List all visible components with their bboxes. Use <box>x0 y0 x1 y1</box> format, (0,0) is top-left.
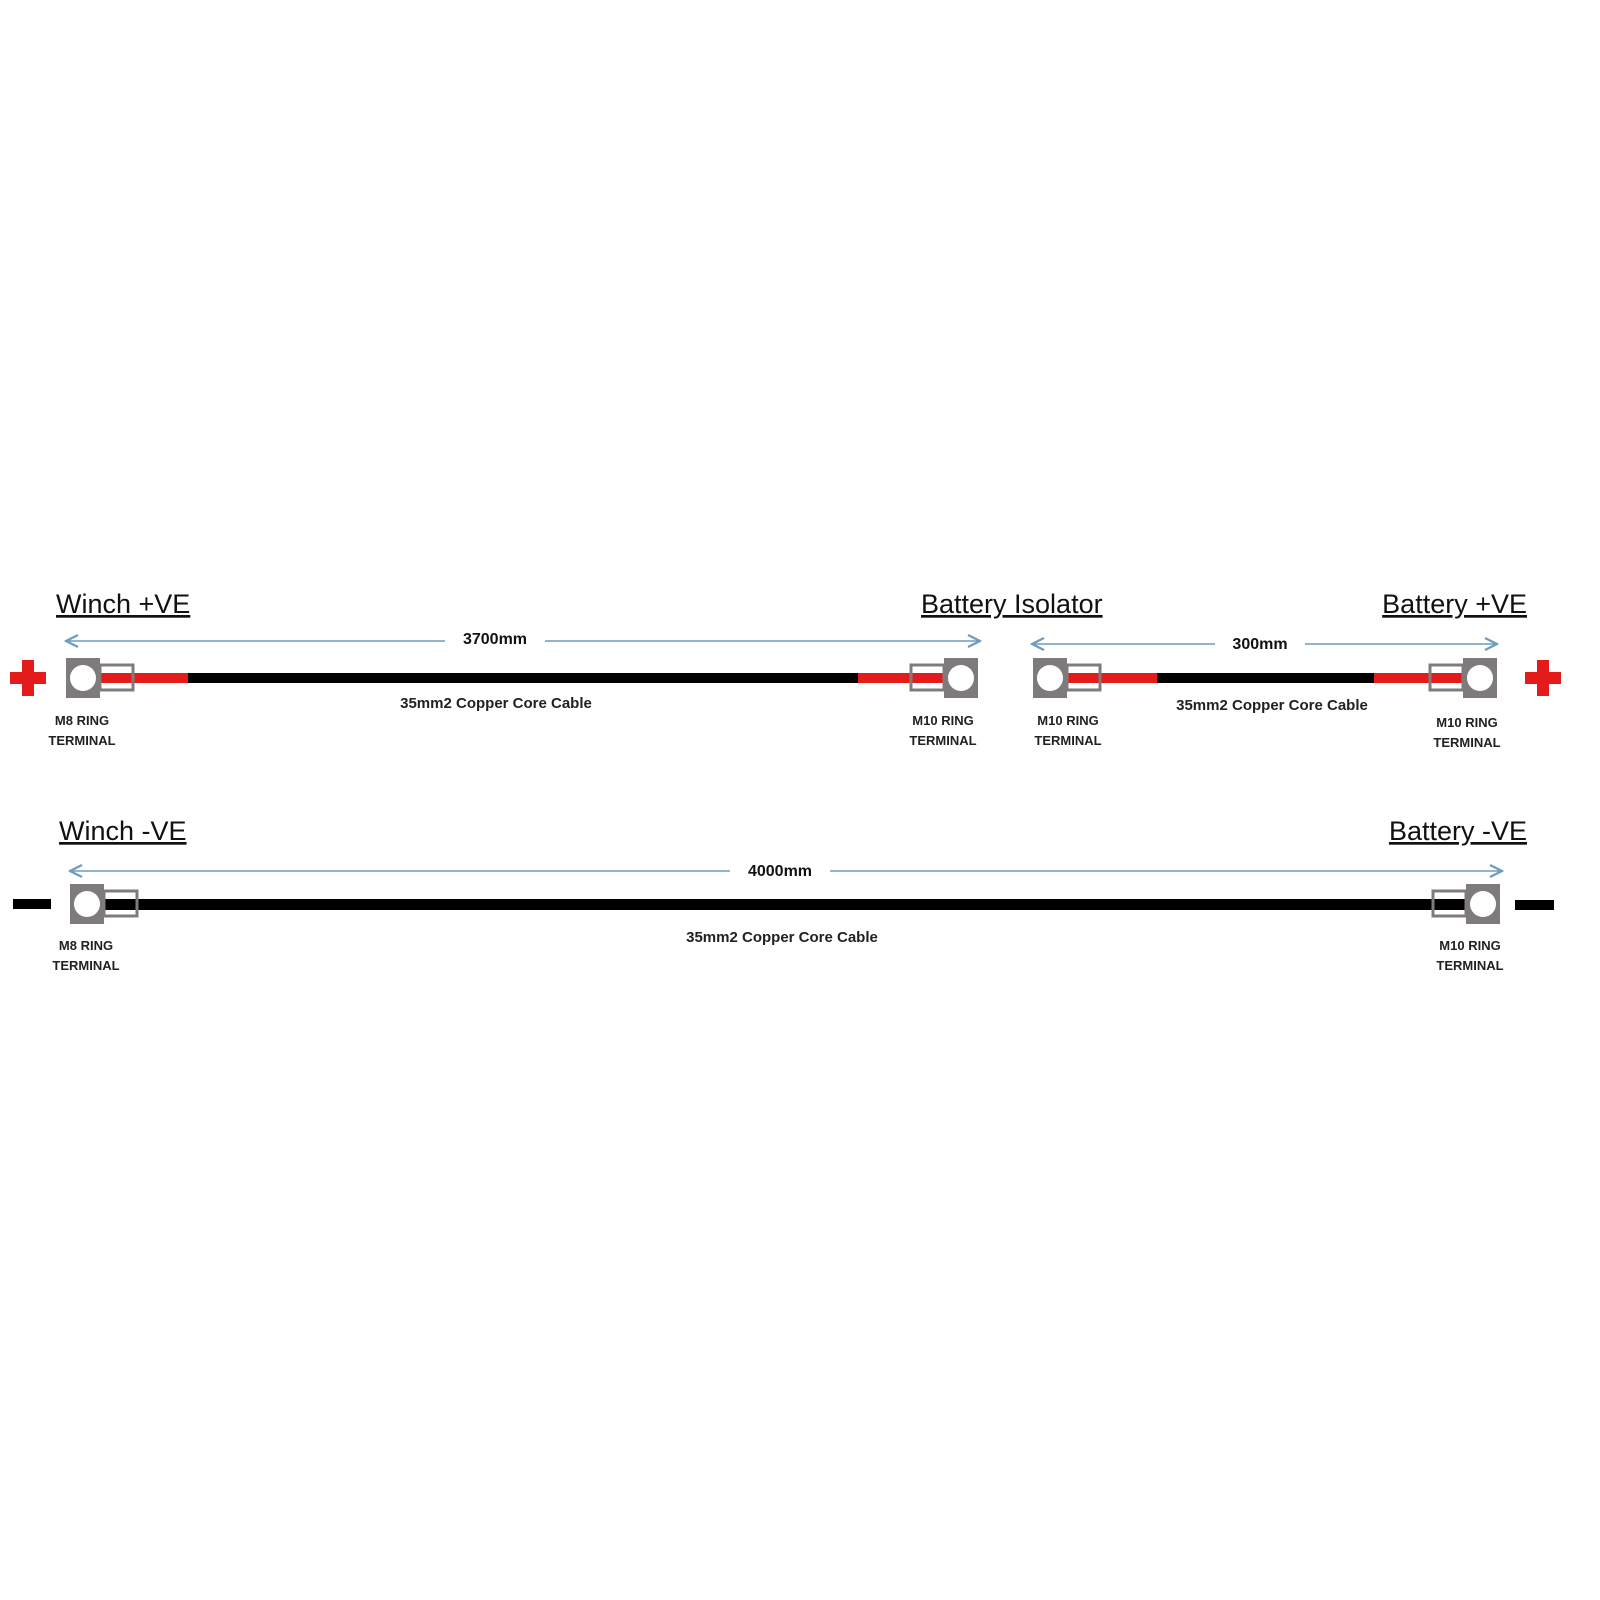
cable-spec-label: 35mm2 Copper Core Cable <box>686 929 878 946</box>
red-sleeve <box>858 673 948 683</box>
length-label: 300mm <box>1232 636 1288 653</box>
plus-icon <box>10 660 46 696</box>
cable-1 <box>48 589 1102 748</box>
terminal-label: M8 RING <box>54 713 110 728</box>
terminal-label: TERMINAL <box>909 733 977 748</box>
positive-run <box>10 589 1561 750</box>
terminal-label: TERMINAL <box>48 733 116 748</box>
length-label: 3700mm <box>462 631 528 648</box>
terminal-label: TERMINAL <box>52 958 120 973</box>
winch-negative-label: Winch -VE <box>59 816 187 846</box>
dimension-line-4000 <box>70 863 1502 880</box>
cable-2 <box>1032 589 1527 750</box>
length-label: 4000mm <box>747 863 813 880</box>
battery-positive-label: Battery +VE <box>1382 589 1527 619</box>
minus-icon <box>13 899 51 909</box>
terminal-label: TERMINAL <box>1436 958 1504 973</box>
terminal-label: TERMINAL <box>1034 733 1102 748</box>
terminal-label: M10 RING <box>912 713 974 728</box>
terminal-label: TERMINAL <box>1433 735 1501 750</box>
cable <box>1157 673 1374 683</box>
terminal-label: M8 RING <box>58 938 114 953</box>
cable-spec-label: 35mm2 Copper Core Cable <box>1176 697 1368 714</box>
cable-spec-label: 35mm2 Copper Core Cable <box>400 695 592 712</box>
red-sleeve <box>1374 673 1464 683</box>
terminal-label: M10 RING <box>1436 715 1498 730</box>
winch-positive-label: Winch +VE <box>56 589 191 619</box>
terminal-label: M10 RING <box>1037 713 1099 728</box>
red-sleeve <box>1066 673 1157 683</box>
red-sleeve <box>100 673 188 683</box>
plus-icon <box>1525 660 1561 696</box>
dimension-line-3700 <box>66 631 980 648</box>
terminal-label: M10 RING <box>1439 938 1501 953</box>
minus-icon <box>1515 900 1554 910</box>
cable <box>104 899 1466 910</box>
battery-isolator-label: Battery Isolator <box>921 589 1103 619</box>
battery-negative-label: Battery -VE <box>1388 816 1527 846</box>
negative-run <box>13 816 1554 973</box>
dimension-line-300 <box>1032 636 1497 653</box>
cable <box>188 673 858 683</box>
